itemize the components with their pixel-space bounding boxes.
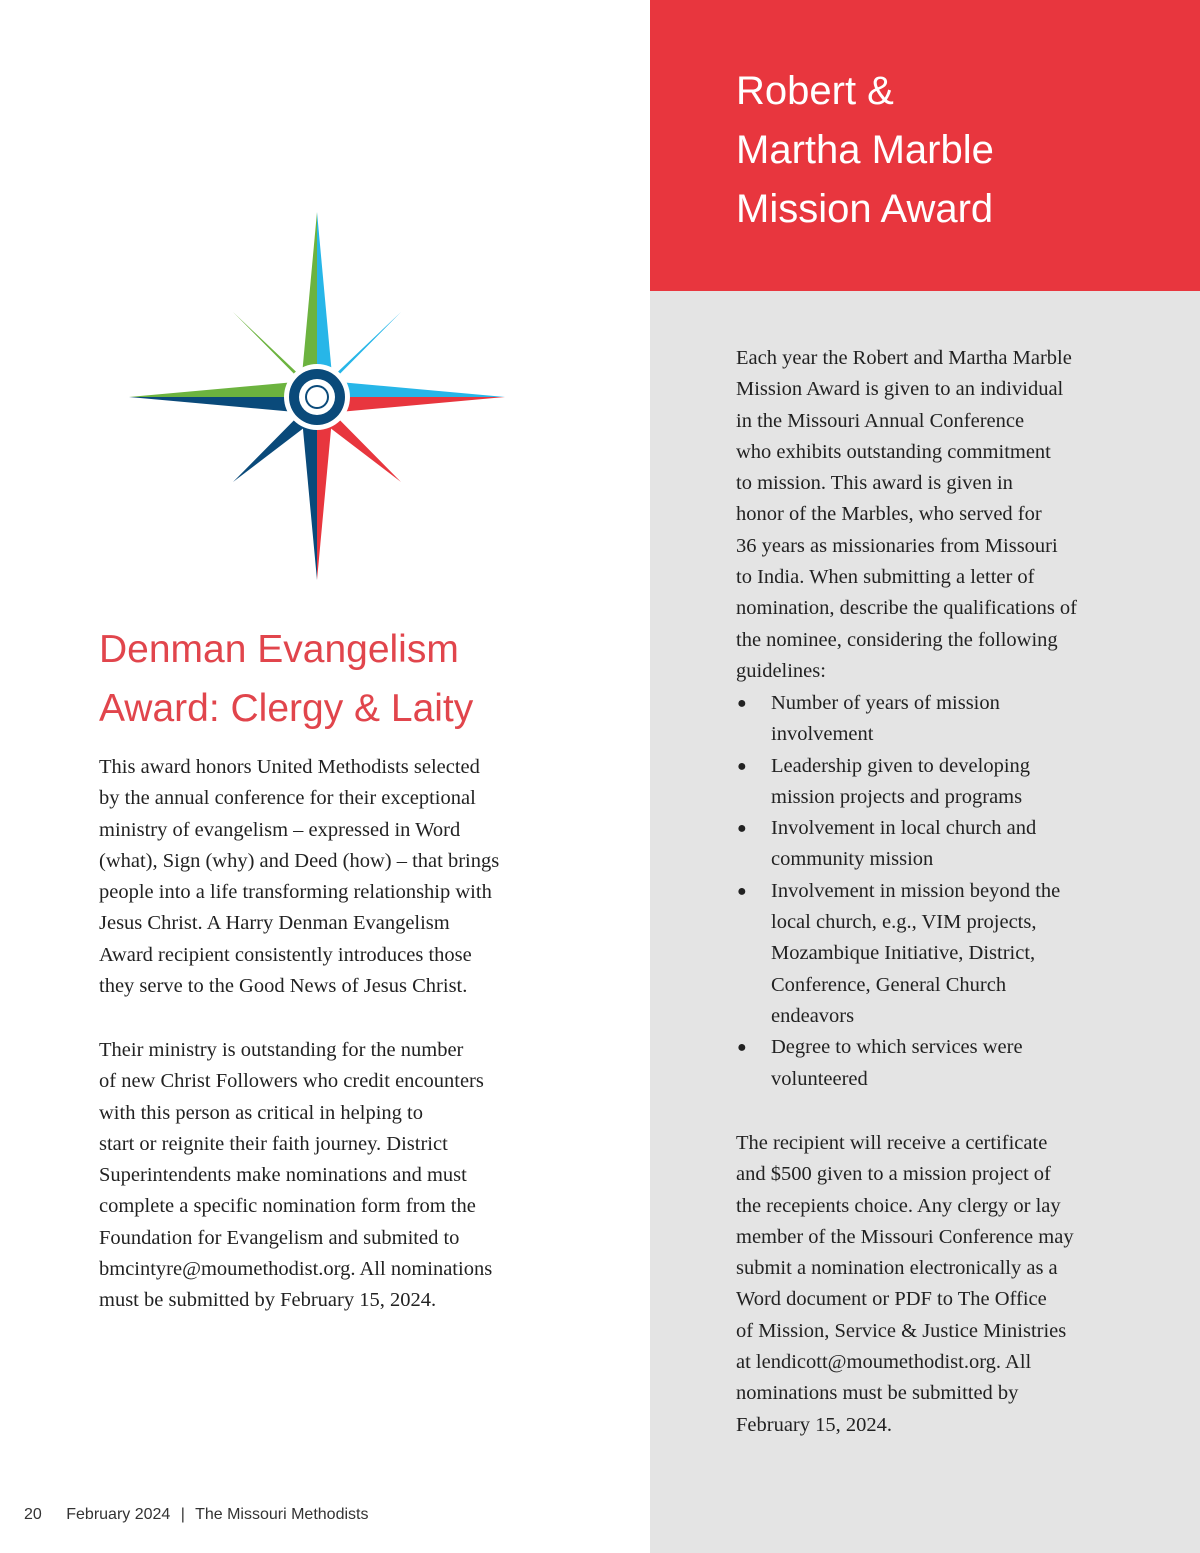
- text-line: ministry of evangelism – expressed in Word: [99, 818, 461, 841]
- text-line: and $500 given to a mission project of: [736, 1163, 1051, 1186]
- compass-star-icon: [128, 210, 506, 582]
- text-line: in the Missouri Annual Conference: [736, 409, 1025, 432]
- text-line: Number of years of mission: [771, 692, 1000, 714]
- text-line: complete a specific nomination form from the: [99, 1195, 476, 1218]
- text-line: Jesus Christ. A Harry Denman Evangelism: [99, 912, 450, 935]
- text-line: endeavors: [771, 1004, 855, 1027]
- text-line: start or reignite their faith journey. District: [99, 1132, 448, 1155]
- issue-date: February 2024: [66, 1506, 171, 1523]
- title-line: Mission Award: [736, 187, 994, 231]
- text-line: Mission Award is given to an individual: [736, 378, 1064, 401]
- text-line: of new Christ Followers who credit encounters: [99, 1070, 484, 1093]
- bullet-icon: ●: [737, 1039, 747, 1057]
- text-line: nomination, describe the qualifications of: [736, 597, 1078, 620]
- text-line: involvement: [771, 723, 874, 746]
- bullet-icon: ●: [737, 882, 747, 900]
- text-line: member of the Missouri Conference may: [736, 1225, 1074, 1248]
- list-item: [736, 876, 1176, 1032]
- denman-award-heading: [99, 620, 619, 738]
- heading-line: Award: Clergy & Laity: [99, 687, 474, 730]
- list-item: [736, 813, 1176, 876]
- text-line: at lendicott@moumethodist.org. All: [736, 1351, 1032, 1374]
- bullet-icon: ●: [737, 820, 747, 838]
- text-line: 36 years as missionaries from Missouri: [736, 534, 1058, 557]
- heading-line: Denman Evangelism: [99, 628, 459, 671]
- text-line: bmcintyre@moumethodist.org. All nominations: [99, 1258, 493, 1281]
- text-line: the nominee, considering the following: [736, 628, 1058, 651]
- text-line: people into a life transforming relationship with: [99, 881, 492, 904]
- text-line: Degree to which services were: [771, 1036, 1023, 1059]
- text-line: with this person as critical in helping to: [99, 1101, 423, 1124]
- title-line: Robert &: [736, 69, 894, 113]
- text-line: of Mission, Service & Justice Ministries: [736, 1319, 1067, 1342]
- text-line: volunteered: [771, 1067, 868, 1090]
- denman-nomination-info: [99, 1035, 619, 1317]
- title-line: Martha Marble: [736, 128, 994, 172]
- text-line: Leadership given to developing: [771, 754, 1031, 777]
- text-line: Word document or PDF to The Office: [736, 1288, 1047, 1311]
- text-line: Superintendents make nominations and must: [99, 1164, 467, 1187]
- guidelines-list: [736, 688, 1176, 1095]
- denman-description: [99, 752, 619, 1002]
- text-line: who exhibits outstanding commitment: [736, 440, 1051, 463]
- text-line: to India. When submitting a letter of: [736, 566, 1035, 589]
- text-line: by the annual conference for their exceptional: [99, 787, 476, 810]
- bullet-icon: ●: [737, 695, 747, 712]
- publication-name: The Missouri Methodists: [195, 1506, 369, 1523]
- text-line: This award honors United Methodists selected: [99, 756, 480, 778]
- text-line: local church, e.g., VIM projects,: [771, 911, 1037, 934]
- text-line: Conference, General Church: [771, 973, 1007, 996]
- footer-separator: |: [180, 1506, 185, 1523]
- text-line: Award recipient consistently introduces those: [99, 943, 472, 966]
- list-item: [736, 1032, 1176, 1095]
- text-line: the recepients choice. Any clergy or lay: [736, 1194, 1061, 1217]
- text-line: Mozambique Initiative, District,: [771, 942, 1036, 965]
- text-line: (what), Sign (why) and Deed (how) – that brings: [99, 849, 500, 872]
- list-item: [736, 688, 1176, 751]
- text-line: submit a nomination electronically as a: [736, 1257, 1058, 1280]
- marble-award-title: [736, 62, 1176, 239]
- page-footer: [24, 1506, 368, 1524]
- text-line: must be submitted by February 15, 2024.: [99, 1289, 437, 1312]
- page-number: 20: [24, 1506, 42, 1523]
- text-line: to mission. This award is given in: [736, 472, 1013, 495]
- text-line: Involvement in local church and: [771, 817, 1037, 840]
- list-item: [736, 751, 1176, 814]
- text-line: Their ministry is outstanding for the number: [99, 1039, 464, 1061]
- text-line: The recipient will receive a certificate: [736, 1132, 1048, 1154]
- bullet-icon: ●: [737, 757, 747, 775]
- text-line: community mission: [771, 848, 934, 871]
- text-line: they serve to the Good News of Jesus Christ.: [99, 975, 468, 998]
- text-line: mission projects and programs: [771, 785, 1023, 808]
- marble-description: [736, 343, 1176, 687]
- text-line: guidelines:: [736, 659, 826, 682]
- text-line: February 15, 2024.: [736, 1413, 893, 1436]
- text-line: Foundation for Evangelism and submited to: [99, 1226, 460, 1249]
- text-line: nominations must be submitted by: [736, 1382, 1019, 1405]
- marble-submission-info: [736, 1128, 1176, 1441]
- text-line: honor of the Marbles, who served for: [736, 503, 1042, 526]
- text-line: Involvement in mission beyond the: [771, 879, 1061, 902]
- text-line: Each year the Robert and Martha Marble: [736, 347, 1072, 369]
